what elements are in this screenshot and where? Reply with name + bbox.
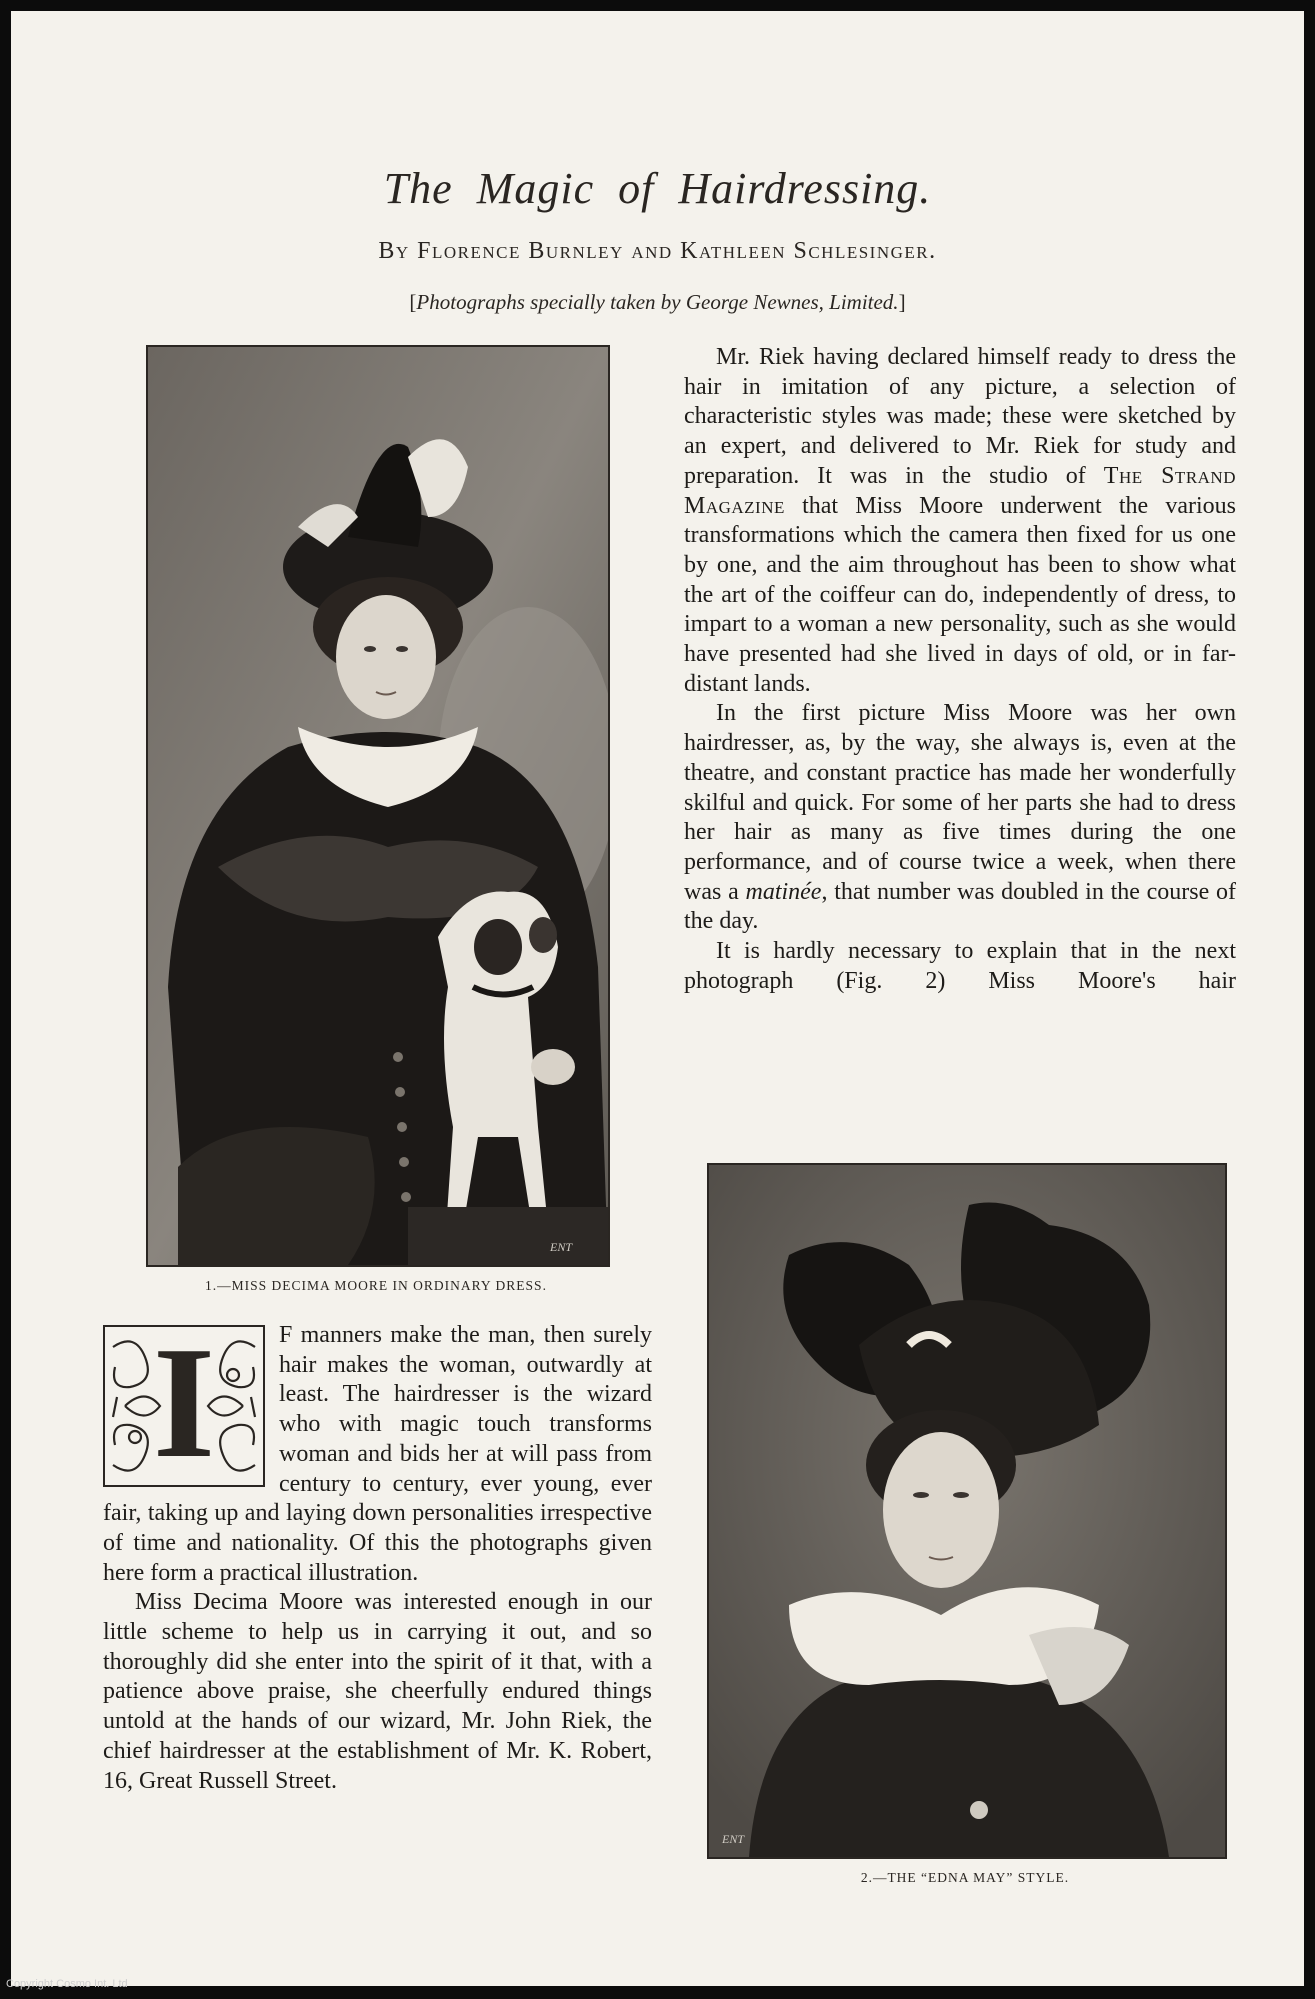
- figure-1-caption: 1.—MISS DECIMA MOORE IN ORDINARY DRESS.: [205, 1278, 547, 1293]
- figure-1-photo: [146, 345, 610, 1267]
- right-paragraph-3: It is hardly necessary to explain that in the next photograph (Fig. 2) Miss Moore's hair: [684, 938, 1236, 994]
- right-paragraph-2-text-b: , that number was doubled in the course of the day.: [684, 878, 1237, 935]
- right-paragraph-1-text-b: that Miss Moore underwent the various transformations which the camera then fixed for us one by one, and the aim throughout has been to show what the art of the coiffeur can do, independently of dress, to impart to a woman a new personality, such as she would have presented had she lived in days of old, or in far-distant lands.: [684, 492, 1236, 697]
- figure-1-signature: ENT: [550, 1240, 573, 1254]
- figure-2-signature: ENT: [722, 1832, 745, 1846]
- article-byline: By Florence Burnley and Kathleen Schlesinger.: [378, 238, 937, 264]
- right-paragraph-2-text-a: In the first picture Miss Moore was her own hairdresser, as, by the way, she always is, even at the theatre, and constant practice has made her wonderfully skilful and quick. For some of her parts she had to dress her hair as many as five times during the one performance, and of course twice a week, when there was a: [684, 700, 1236, 905]
- left-paragraph-2: Miss Decima Moore was interested enough in our little scheme to help us in carrying it out, and so thoroughly did she enter into the spirit of it that, with a patience above praise, she cheerfully endured things untold at the hands of our wizard, Mr. John Riek, the chief hairdresser at the establishment of Mr. K. Robert, 16, Great Russell Street.: [103, 1589, 652, 1794]
- left-paragraph-1: [103, 1313, 652, 1588]
- matinee-word: matinée: [745, 878, 822, 905]
- magazine-name: The Strand Magazine: [684, 462, 1236, 519]
- right-column: [684, 343, 1236, 996]
- right-paragraph-1-text-a: Mr. Riek having declared himself ready to dress the hair in imitation of any picture, a selection of characteristic styles was made; these were sketched by an expert, and delivered to Mr. Riek for study and preparation. It was in the studio of: [684, 344, 1236, 489]
- figure-2-photo: [707, 1163, 1227, 1859]
- drop-cap: [103, 1313, 265, 1491]
- left-column: [103, 1313, 652, 1796]
- copyright-footer: Copyright Cosmo Int. Ltd: [6, 1978, 128, 1990]
- article-title: The Magic of Hairdressing.: [383, 164, 932, 213]
- right-paragraph-2: [684, 699, 1236, 937]
- photo-credit-text: Photographs specially taken by George Newnes, Limited.: [416, 290, 899, 314]
- photo-credit: [Photographs specially taken by George Newnes, Limited.]: [409, 290, 906, 314]
- left-paragraph-1-text: F manners make the man, then surely hair makes the woman, outwardly at least. The hairdresser is the wizard who with magic touch transforms woman and bids her at will pass from century to century, ever young, ever fair, taking up and laying down personalities irrespective of time and nationality. Of this the photographs given here form a practical illustration.: [103, 1322, 652, 1586]
- right-paragraph-1: [684, 343, 1236, 699]
- figure-2-caption: 2.—THE “EDNA MAY” STYLE.: [860, 1870, 1070, 1885]
- drop-cap-letter: I: [152, 1313, 216, 1491]
